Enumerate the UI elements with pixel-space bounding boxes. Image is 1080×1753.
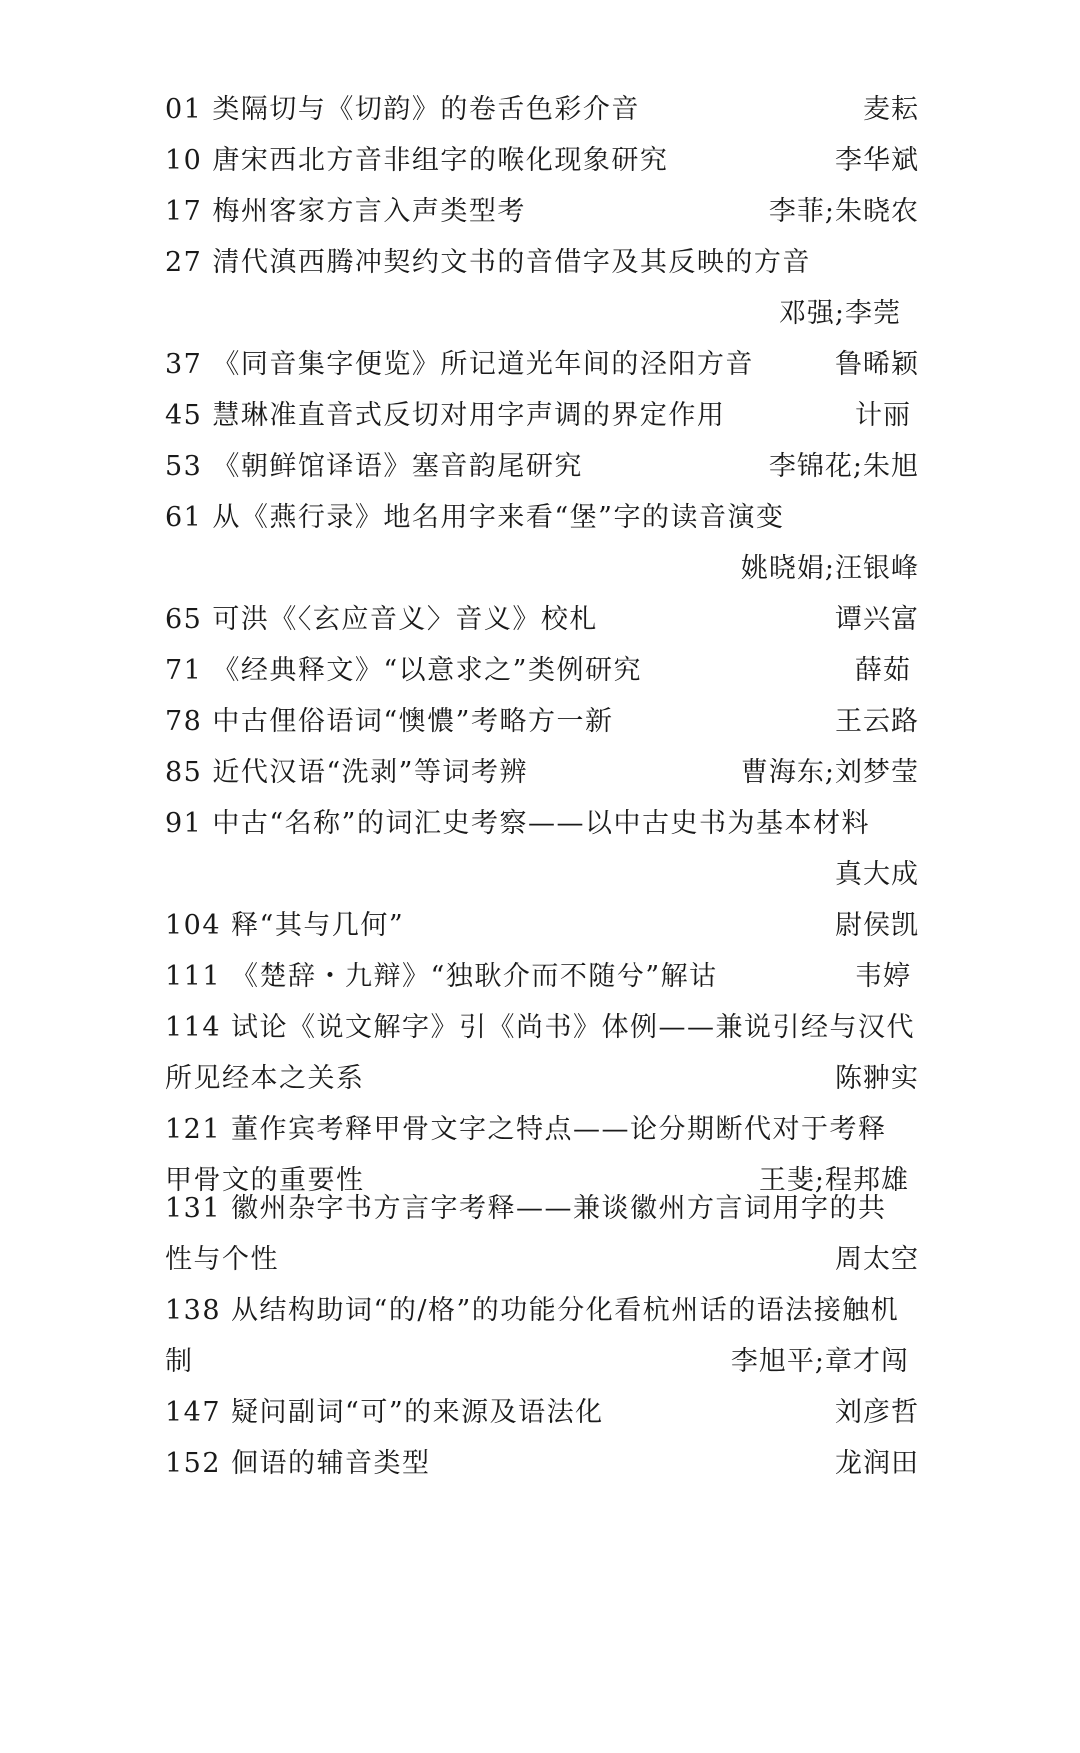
- entry-title: 从结构助词“的/格”的功能分化看杭州话的语法接触机: [231, 1295, 900, 1326]
- toc-entry-continuation: [165, 1337, 919, 1387]
- toc-entry: [165, 442, 919, 492]
- toc-entry: [165, 493, 919, 543]
- entry-author: 韦婷: [855, 961, 911, 992]
- entry-author: 王斐;程邦雄: [758, 1165, 909, 1196]
- entry-title: 类隔切与《切韵》的卷舌色彩介音: [212, 94, 640, 125]
- entry-title: 中古俚俗语词“懊憹”考略方一新: [212, 706, 614, 737]
- toc-entry: [165, 340, 919, 390]
- entry-title: 从《燕行录》地名用字来看“堡”字的读音演变: [212, 502, 785, 533]
- toc-entry: [165, 1439, 919, 1489]
- entry-author: 李锦花;朱旭: [768, 451, 919, 482]
- entry-title: 唐宋西北方音非组字的喉化现象研究: [212, 145, 669, 176]
- toc-entry: [165, 952, 919, 1002]
- entry-author: 计丽: [855, 400, 911, 431]
- entry-title: 可洪《〈玄应音义〉音义》校札: [212, 604, 598, 635]
- page-number: 01: [165, 94, 203, 125]
- toc-entry: [165, 1003, 919, 1053]
- entry-title: 梅州客家方言入声类型考: [212, 196, 526, 227]
- entry-title: 疑问副词“可”的来源及语法化: [231, 1397, 604, 1428]
- entry-author: 鲁晞颖: [835, 349, 919, 380]
- entry-title: 佪语的辅音类型: [231, 1448, 431, 1479]
- entry-author: 谭兴富: [835, 604, 919, 635]
- entry-title: 试论《说文解字》引《尚书》体例——兼说引经与汉代: [231, 1012, 916, 1043]
- page-number: 104: [165, 910, 222, 941]
- toc-entry: [165, 697, 919, 747]
- entry-title: 《楚辞・九辩》“独耿介而不随兮”解诂: [231, 961, 718, 992]
- page-number: 78: [165, 706, 203, 737]
- entry-title-continued: 性与个性: [165, 1244, 279, 1275]
- toc-entry: [165, 187, 919, 237]
- entry-author: 李华斌: [835, 145, 919, 176]
- toc-entry-continuation: [165, 289, 919, 339]
- entry-title: 徽州杂字书方言字考释——兼谈徽州方言词用字的共: [231, 1193, 887, 1224]
- page-number: 152: [165, 1448, 222, 1479]
- entry-author: 薛茹: [855, 655, 911, 686]
- toc-entry-continuation: [165, 1054, 919, 1104]
- entry-title: 董作宾考释甲骨文字之特点——论分期断代对于考释: [231, 1114, 887, 1145]
- toc-entry: [165, 799, 919, 849]
- toc-entry: [165, 748, 919, 798]
- entry-author: 邓强;李莞: [778, 298, 901, 329]
- toc-entry: [165, 1184, 919, 1234]
- page-number: 37: [165, 349, 203, 380]
- entry-author: 曹海东;刘梦莹: [740, 757, 919, 788]
- toc-entry-continuation: [165, 1235, 919, 1285]
- entry-author: 陈翀实: [835, 1063, 919, 1094]
- page-number: 27: [165, 247, 203, 278]
- page-number: 147: [165, 1397, 222, 1428]
- entry-title: 慧琳准直音式反切对用字声调的界定作用: [212, 400, 726, 431]
- entry-author: 麦耘: [863, 94, 919, 125]
- page-number: 45: [165, 400, 203, 431]
- page-number: 121: [165, 1114, 222, 1145]
- entry-title: 《经典释文》“以意求之”类例研究: [212, 655, 642, 686]
- page-number: 111: [165, 961, 222, 992]
- entry-author: 李菲;朱晓农: [768, 196, 919, 227]
- toc-entry: [165, 238, 919, 288]
- entry-title-continued: 制: [165, 1346, 194, 1377]
- entry-author: 王云路: [835, 706, 919, 737]
- toc-entry: [165, 646, 919, 696]
- page-number: 114: [165, 1012, 222, 1043]
- entry-title: 中古“名称”的词汇史考察——以中古史书为基本材料: [212, 808, 870, 839]
- entry-author: 刘彦哲: [835, 1397, 919, 1428]
- entry-author: 李旭平;章才闯: [730, 1346, 909, 1377]
- page-number: 91: [165, 808, 203, 839]
- page-number: 138: [165, 1295, 222, 1326]
- page-number: 53: [165, 451, 203, 482]
- toc-entry: [165, 1105, 919, 1155]
- toc-entry: [165, 595, 919, 645]
- entry-title-continued: 甲骨文的重要性: [165, 1165, 365, 1196]
- page-number: 71: [165, 655, 203, 686]
- toc-entry: [165, 391, 919, 441]
- toc-entry: [165, 1286, 919, 1336]
- entry-author: 姚晓娟;汪银峰: [740, 553, 919, 584]
- page-number: 61: [165, 502, 203, 533]
- entry-title: 《朝鲜馆译语》塞音韵尾研究: [212, 451, 583, 482]
- entry-author: 龙润田: [835, 1448, 919, 1479]
- toc-entry: [165, 136, 919, 186]
- toc-entry: [165, 901, 919, 951]
- page-number: 131: [165, 1193, 222, 1224]
- page-number: 10: [165, 145, 203, 176]
- page-number: 85: [165, 757, 203, 788]
- toc-entry: [165, 85, 919, 135]
- toc-entry: [165, 1388, 919, 1438]
- entry-author: 周太空: [835, 1244, 919, 1275]
- page-number: 65: [165, 604, 203, 635]
- entry-title-continued: 所见经本之关系: [165, 1063, 365, 1094]
- entry-title: 近代汉语“洗剥”等词考辨: [212, 757, 528, 788]
- entry-title: 释“其与几何”: [231, 910, 405, 941]
- entry-title: 清代滇西腾冲契约文书的音借字及其反映的方音: [212, 247, 811, 278]
- page-number: 17: [165, 196, 203, 227]
- toc-entry-continuation: [165, 850, 919, 900]
- entry-title: 《同音集字便览》所记道光年间的泾阳方音: [212, 349, 754, 380]
- entry-author: 真大成: [835, 859, 919, 890]
- entry-author: 尉侯凯: [835, 910, 919, 941]
- toc-entry-continuation: [165, 544, 919, 594]
